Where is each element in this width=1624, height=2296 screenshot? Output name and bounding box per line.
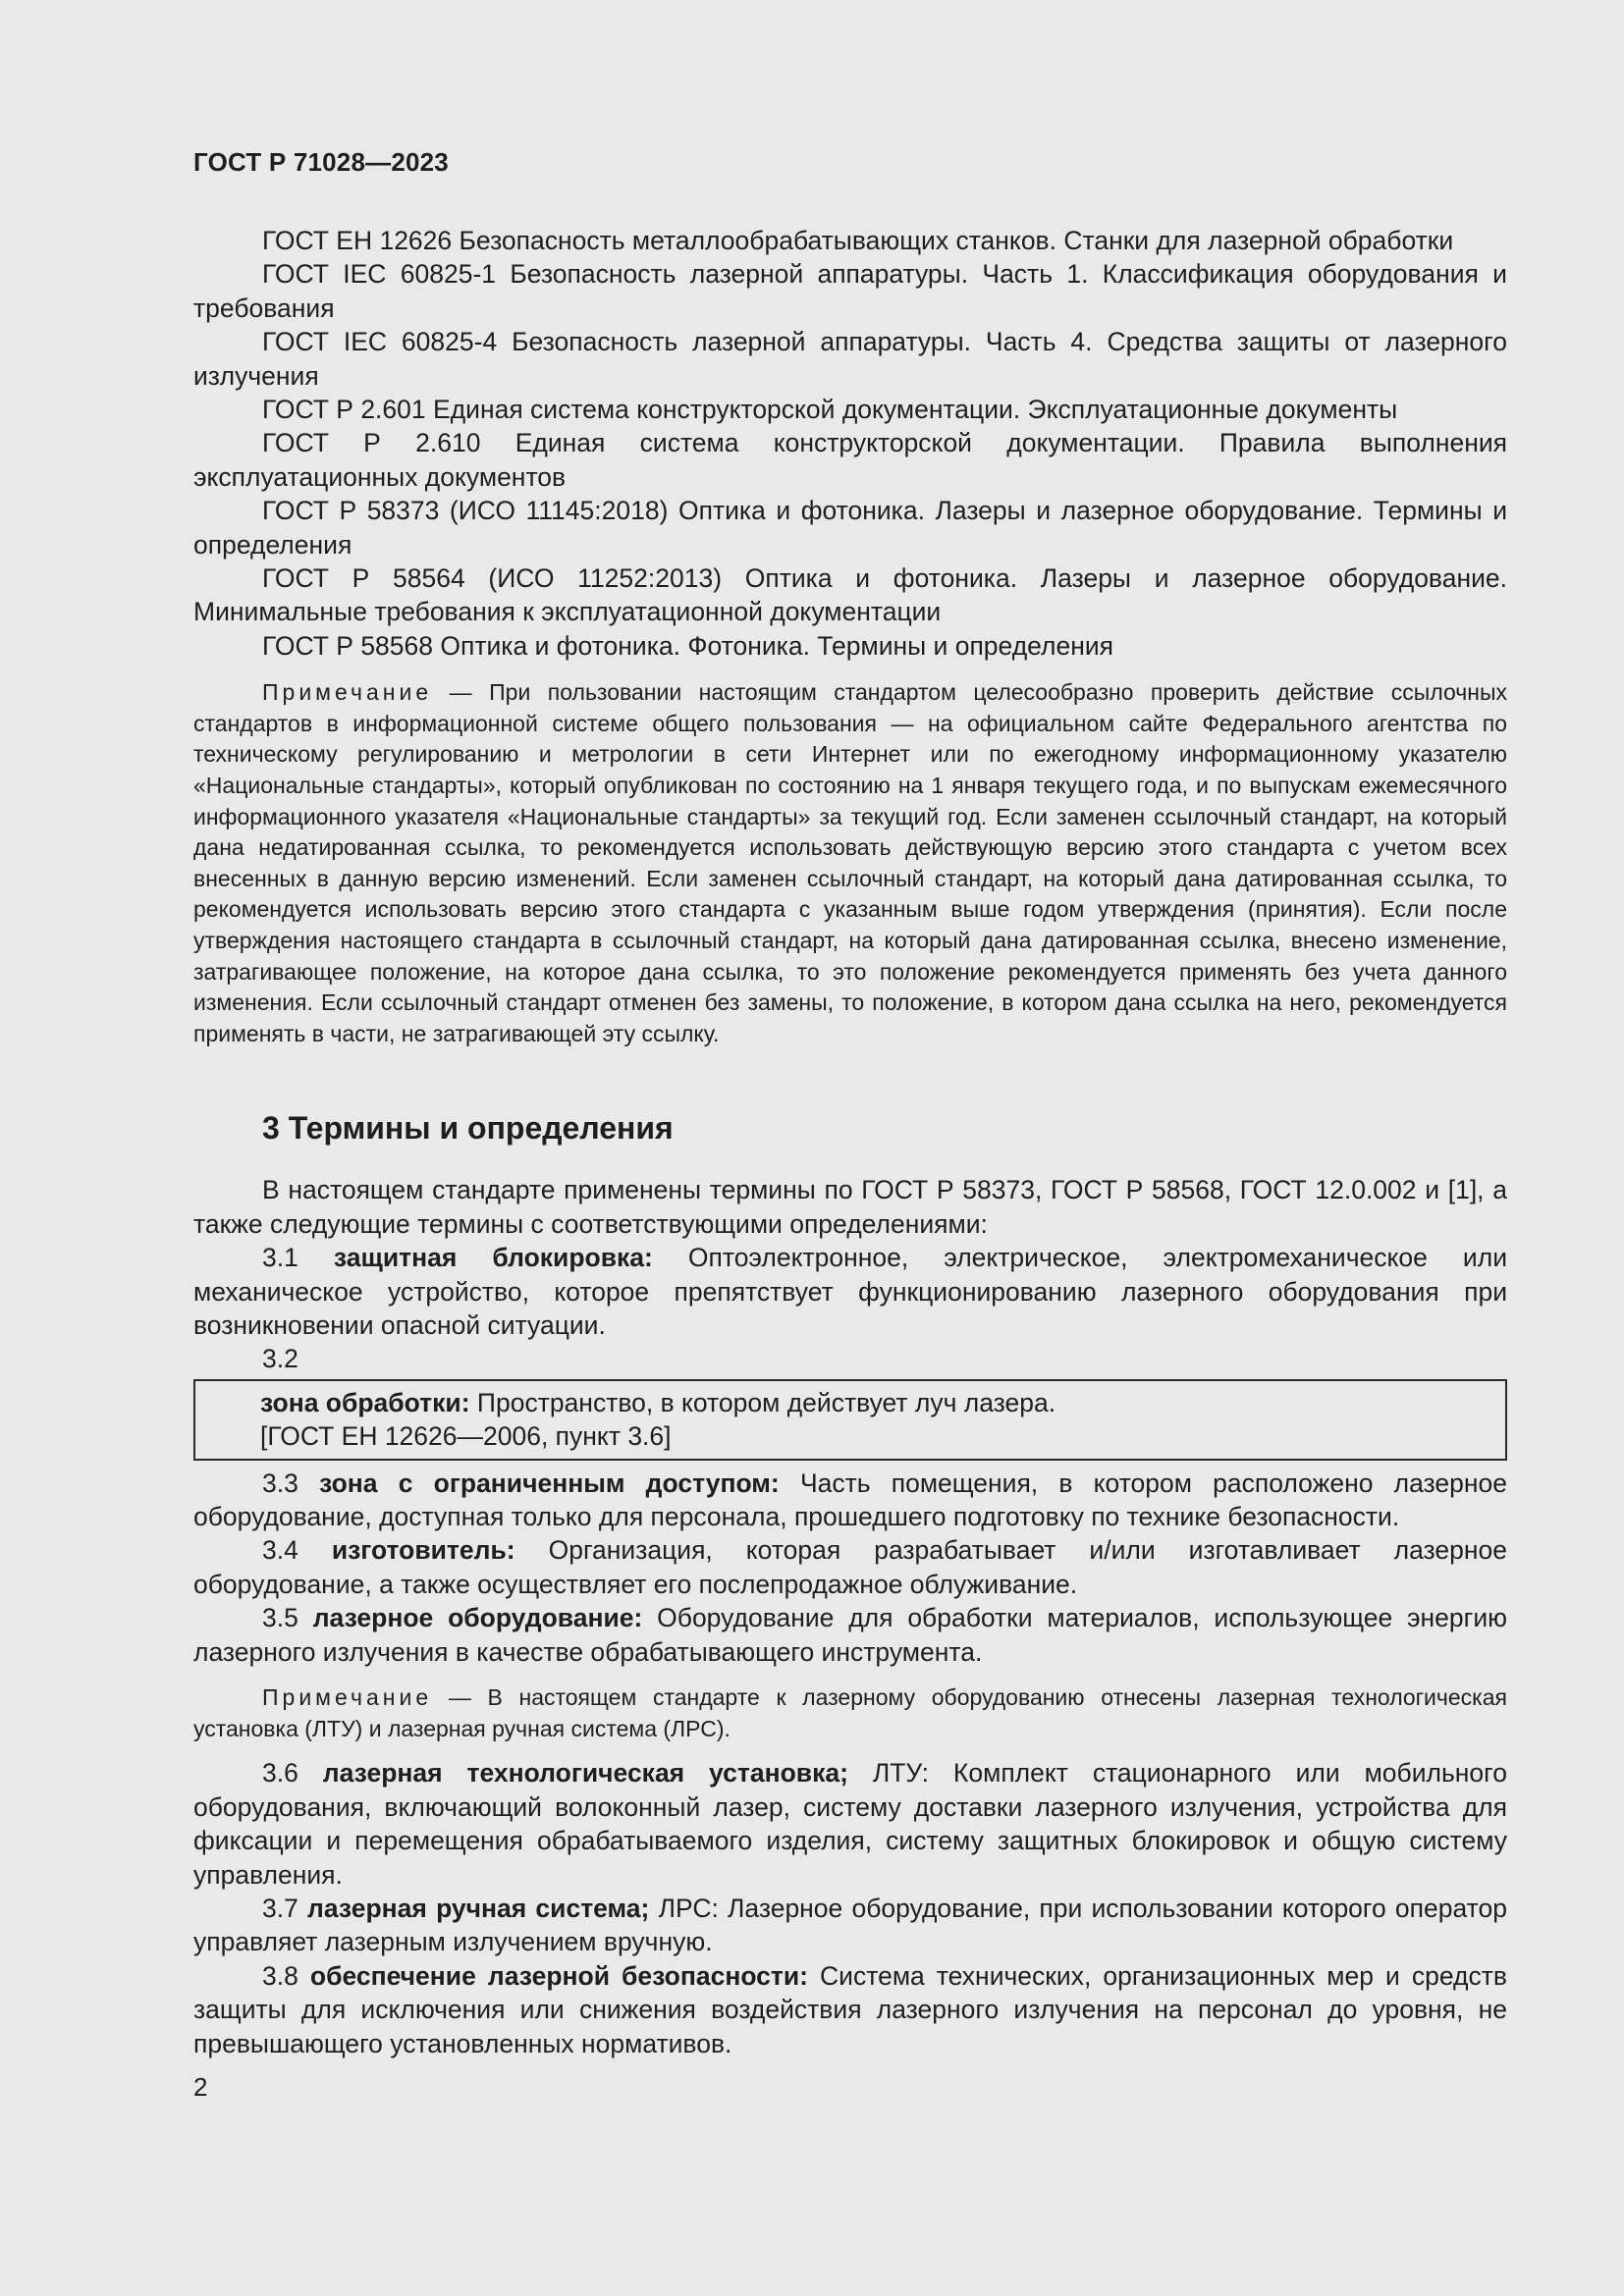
normative-references — [193, 224, 1507, 1049]
reference-item: ГОСТ Р 2.610 Единая система конструкторской документации. Правила выполнения эксплуатационных документов — [193, 428, 1507, 492]
reference-item: ГОСТ Р 58373 (ИСО 11145:2018) Оптика и фотоника. Лазеры и лазерное оборудование. Термины и определения — [193, 496, 1507, 560]
term-3-8: 3.8 обеспечение лазерной безопасности: Система технических, организационных мер и средств защиты для исключения или снижения воздействия лазерного излучения на персонал до уровня, не превышающего установленных нормативов. — [193, 1960, 1507, 2058]
term-3-2: зона обработки: Пространство, в котором действует луч лазера. — [260, 1387, 1056, 1417]
term-3-1: 3.1 защитная блокировка: Оптоэлектронное, электрическое, электромеханическое или механическое устройство, которое препятствует функционированию лазерного оборудования при возникновении опасной ситуации. — [193, 1243, 1507, 1341]
reference-item: ГОСТ IEC 60825-4 Безопасность лазерной аппаратуры. Часть 4. Средства защиты от лазерного излучения — [193, 327, 1507, 391]
note-label: Примечание — [262, 679, 433, 706]
term-3-2-box — [193, 1379, 1507, 1461]
reference-item: ГОСТ IEC 60825-1 Безопасность лазерной аппаратуры. Часть 1. Классификация оборудования и требования — [193, 259, 1507, 323]
page-number: 2 — [193, 2072, 208, 2102]
term-3-3: 3.3 зона с ограниченным доступом: Часть помещения, в котором расположено лазерное оборудование, доступная только для персонала, прошедшего подготовку по технике безопасности. — [193, 1468, 1507, 1532]
section-title: 3 Термины и определения — [262, 1110, 674, 1147]
term-3-2-source: [ГОСТ ЕН 12626—2006, пункт 3.6] — [260, 1421, 672, 1452]
term-3-5: 3.5 лазерное оборудование: Оборудование для обработки материалов, использующее энергию лазерного излучения в качестве обрабатывающего инструмента. — [193, 1603, 1508, 1667]
term-3-7: 3.7 лазерная ручная система; ЛРС: Лазерное оборудование, при использовании которого оператор управляет лазерным излучением вручную. — [193, 1893, 1507, 1957]
term-3-6: 3.6 лазерная технологическая установка; ЛТУ: Комплект стационарного или мобильного оборудования, включающий волоконный лазер, систему доставки лазерного излучения, устройства для фиксации и перемещения обрабатываемого изделия, систему защитных блокировок и общую систему управления. — [193, 1758, 1507, 1890]
term-3-2-number: 3.2 — [262, 1344, 298, 1374]
note-label: Примечание — [262, 1684, 433, 1711]
page-content — [193, 224, 1507, 2060]
term-3-4: 3.4 изготовитель: Организация, которая разрабатывает и/или изготавливает лазерное оборудование, а также осуществляет его послепродажное облуживание. — [193, 1535, 1507, 1599]
term-note — [193, 1682, 1507, 1744]
note-text: — При пользовании настоящим стандартом целесообразно проверить действие ссылочных стандартов в информационной системе общего пользования — на официальном сайте Федерального агентства по техническому регулированию и метрологии в сети Интернет или по ежегодному информационному указателю «Национальные стандарты», который опубликован по состоянию на 1 января текущего года, и по выпускам ежемесячного информационного указателя «Национальные стандарты» за текущий год. Если заменен ссылочный стандарт, на который дана недатированная ссылка, то рекомендуется использовать действующую версию этого стандарта с учетом всех внесенных в данную версию изменений. Если заменен ссылочный стандарт, на который дана датированная ссылка, то рекомендуется использовать версию этого стандарта с указанным выше годом утверждения (принятия). Если после утверждения настоящего стандарта в ссылочный стандарт, на который дана датированная ссылка, внесено изменение, затрагивающее положение, на которое дана ссылка, то это положение рекомендуется применять без учета данного изменения. Если ссылочный стандарт отменен без замены, то положение, в котором дана ссылка на него, рекомендуется применять в части, не затрагивающей эту ссылку. — [193, 679, 1507, 1046]
document-header: ГОСТ Р 71028—2023 — [193, 147, 449, 177]
reference-item: ГОСТ ЕН 12626 Безопасность металлообрабатывающих станков. Станки для лазерной обработки — [262, 226, 1454, 255]
references-note — [193, 677, 1507, 1049]
reference-item: ГОСТ Р 58564 (ИСО 11252:2013) Оптика и фотоника. Лазеры и лазерное оборудование. Минимальные требования к эксплуатационной документации — [193, 563, 1507, 627]
reference-item: ГОСТ Р 58568 Оптика и фотоника. Фотоника. Термины и определения — [262, 630, 1114, 661]
section-intro: В настоящем стандарте применены термины по ГОСТ Р 58373, ГОСТ Р 58568, ГОСТ 12.0.002 и [1], а также следующие термины с соответствующими определениями: — [193, 1175, 1507, 1239]
note-text: — В настоящем стандарте к лазерному оборудованию отнесены лазерная технологическая установка (ЛТУ) и лазерная ручная система (ЛРС). — [193, 1684, 1507, 1741]
reference-item: ГОСТ Р 2.601 Единая система конструкторской документации. Эксплуатационные документы — [262, 395, 1398, 425]
